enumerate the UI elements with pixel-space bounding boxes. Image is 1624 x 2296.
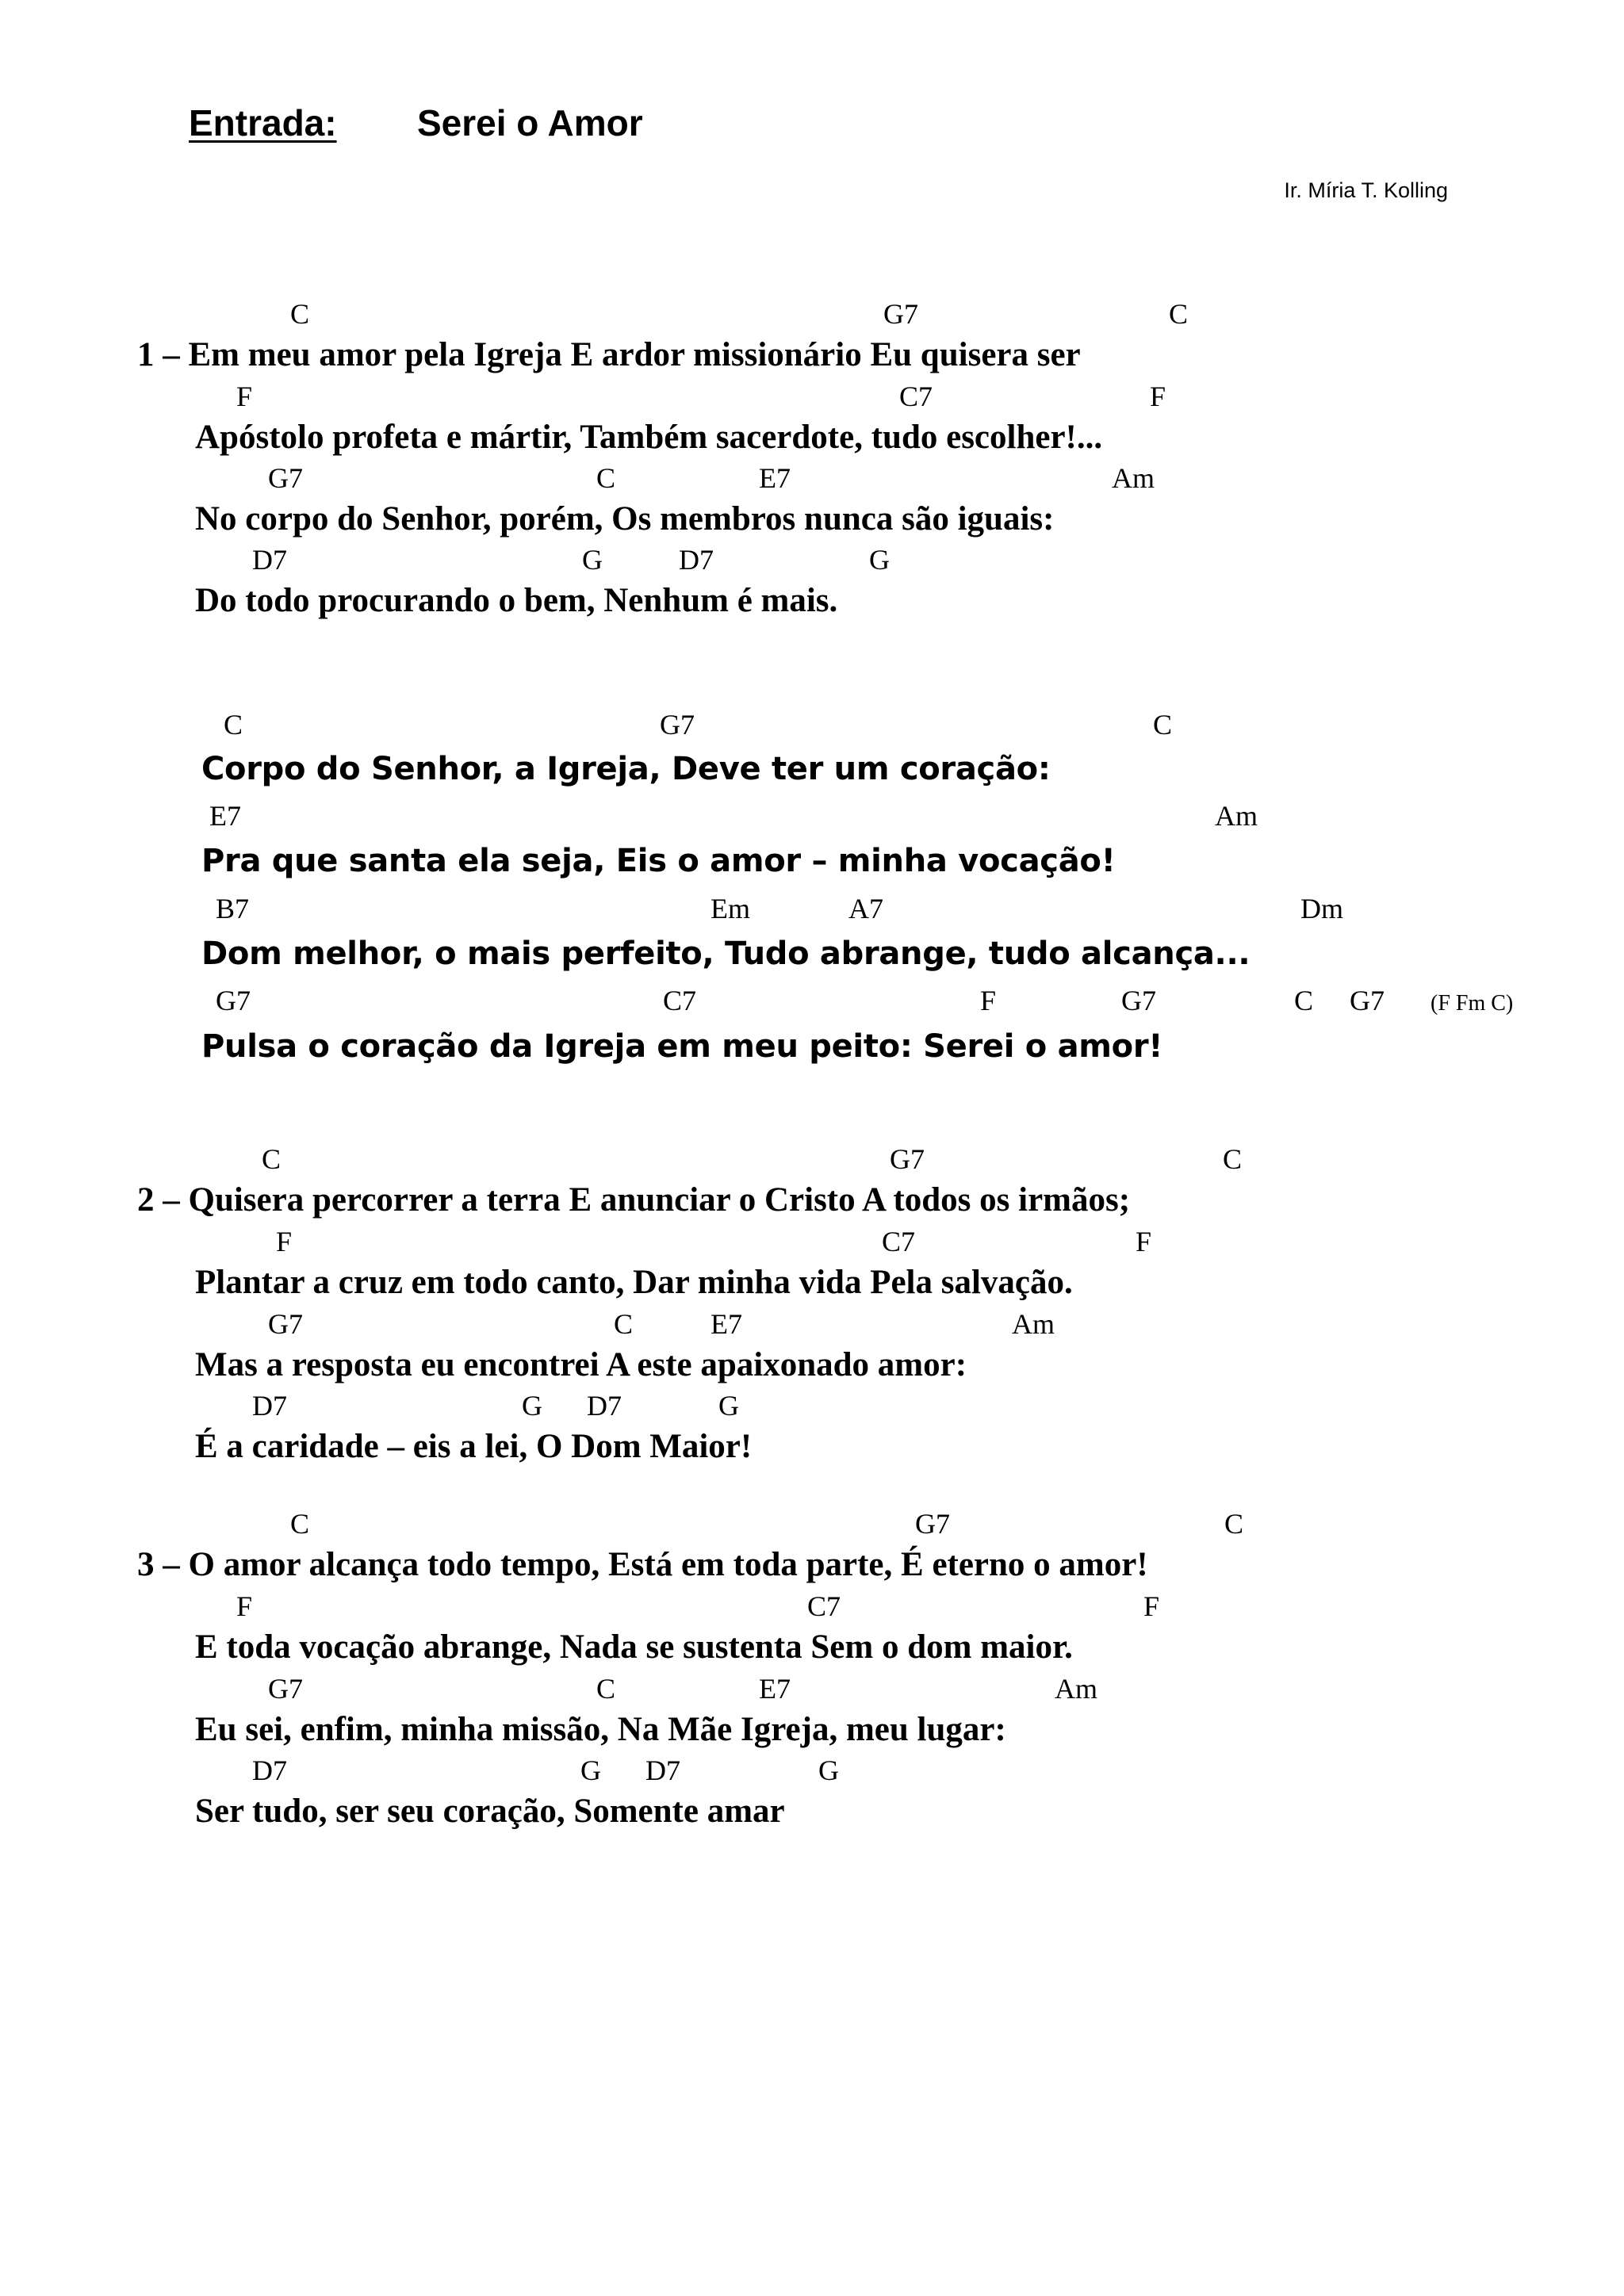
chord: E7 — [759, 462, 791, 494]
chord: D7 — [679, 544, 714, 576]
chord: Dm — [1300, 893, 1343, 924]
chord: G — [818, 1755, 839, 1786]
chord: F — [1136, 1226, 1152, 1257]
chord: G7 — [1121, 985, 1156, 1016]
chord: G7 — [268, 462, 303, 494]
lyric-line: Plantar a cruz em todo canto, Dar minha vida Pela salvação. — [195, 1264, 1073, 1301]
chord: F — [1143, 1590, 1160, 1622]
chord: E7 — [209, 800, 241, 832]
chord: F — [276, 1226, 293, 1257]
chord: Em — [710, 893, 750, 924]
chord: G — [522, 1390, 542, 1422]
chord: C — [290, 298, 310, 330]
chorus-line: Dom melhor, o mais perfeito, Tudo abrange, tudo alcança... — [201, 936, 1251, 972]
chord: G — [582, 544, 603, 576]
lyric-line: Do todo procurando o bem, Nenhum é mais. — [195, 582, 838, 619]
lyric-line: Apóstolo profeta e mártir, Também sacerdote, tudo escolher!... — [195, 419, 1103, 456]
chord: C — [224, 709, 243, 740]
chord: G — [580, 1755, 601, 1786]
chord: C7 — [899, 381, 933, 412]
chord: D7 — [252, 544, 287, 576]
chord: E7 — [759, 1673, 791, 1705]
lyric-line: Ser tudo, ser seu coração, Somente amar — [195, 1793, 785, 1830]
chord: C7 — [807, 1590, 841, 1622]
lyric-line: É a caridade – eis a lei, O Dom Maior! — [195, 1428, 753, 1465]
chord: Am — [1012, 1308, 1055, 1340]
chord: G7 — [915, 1508, 950, 1540]
chorus-line: Pulsa o coração da Igreja em meu peito: Serei o amor! — [201, 1028, 1163, 1065]
chord: F — [1150, 381, 1166, 412]
chorus-line: Corpo do Senhor, a Igreja, Deve ter um coração: — [201, 751, 1051, 787]
chord: Am — [1055, 1673, 1097, 1705]
chord: G7 — [890, 1143, 925, 1175]
chord: Am — [1112, 462, 1155, 494]
chorus-line: Pra que santa ela seja, Eis o amor – minha vocação! — [201, 843, 1116, 879]
chord: G7 — [216, 985, 251, 1016]
lyric-line: 3 – O amor alcança todo tempo, Está em toda parte, É eterno o amor! — [137, 1546, 1148, 1583]
lyric-line: 2 – Quisera percorrer a terra E anunciar o Cristo A todos os irmãos; — [137, 1181, 1131, 1219]
chord: C — [1153, 709, 1173, 740]
lyric-line: 1 – Em meu amor pela Igreja E ardor missionário Eu quisera ser — [137, 336, 1081, 373]
chord: F — [980, 985, 997, 1016]
chord: D7 — [252, 1390, 287, 1422]
chord: D7 — [587, 1390, 622, 1422]
lyric-line: Eu sei, enfim, minha missão, Na Mãe Igreja, meu lugar: — [195, 1711, 1006, 1748]
chord: E7 — [710, 1308, 742, 1340]
chord: G — [869, 544, 890, 576]
chord: D7 — [645, 1755, 680, 1786]
chord: C — [596, 462, 616, 494]
chord: F — [236, 381, 253, 412]
chord: G7 — [268, 1673, 303, 1705]
chord: G7 — [660, 709, 695, 740]
section-label: Entrada: — [189, 102, 337, 144]
chord: F — [236, 1590, 253, 1622]
chord: C7 — [663, 985, 697, 1016]
chord: C — [1224, 1508, 1244, 1540]
chord: G — [718, 1390, 739, 1422]
chord: C — [596, 1673, 616, 1705]
chord: Am — [1215, 800, 1258, 832]
lyric-line: E toda vocação abrange, Nada se sustenta Sem o dom maior. — [195, 1628, 1073, 1666]
chord: C — [1294, 985, 1314, 1016]
chord: C — [290, 1508, 310, 1540]
chord: D7 — [252, 1755, 287, 1786]
chord: A7 — [848, 893, 883, 924]
chord: C — [262, 1143, 282, 1175]
chord: C7 — [882, 1226, 916, 1257]
chord: G7 — [1350, 985, 1385, 1016]
chord-ending: (F Fm C) — [1431, 991, 1514, 1016]
chord: C — [1169, 298, 1189, 330]
chord: G7 — [268, 1308, 303, 1340]
song-title: Serei o Amor — [417, 102, 643, 144]
lyric-line: Mas a resposta eu encontrei A este apaixonado amor: — [195, 1346, 967, 1383]
chord: B7 — [216, 893, 250, 924]
chord: C — [1223, 1143, 1243, 1175]
chord: G7 — [883, 298, 918, 330]
song-author: Ir. Míria T. Kolling — [1284, 178, 1448, 202]
lyric-line: No corpo do Senhor, porém, Os membros nunca são iguais: — [195, 500, 1055, 538]
chord: C — [614, 1308, 634, 1340]
